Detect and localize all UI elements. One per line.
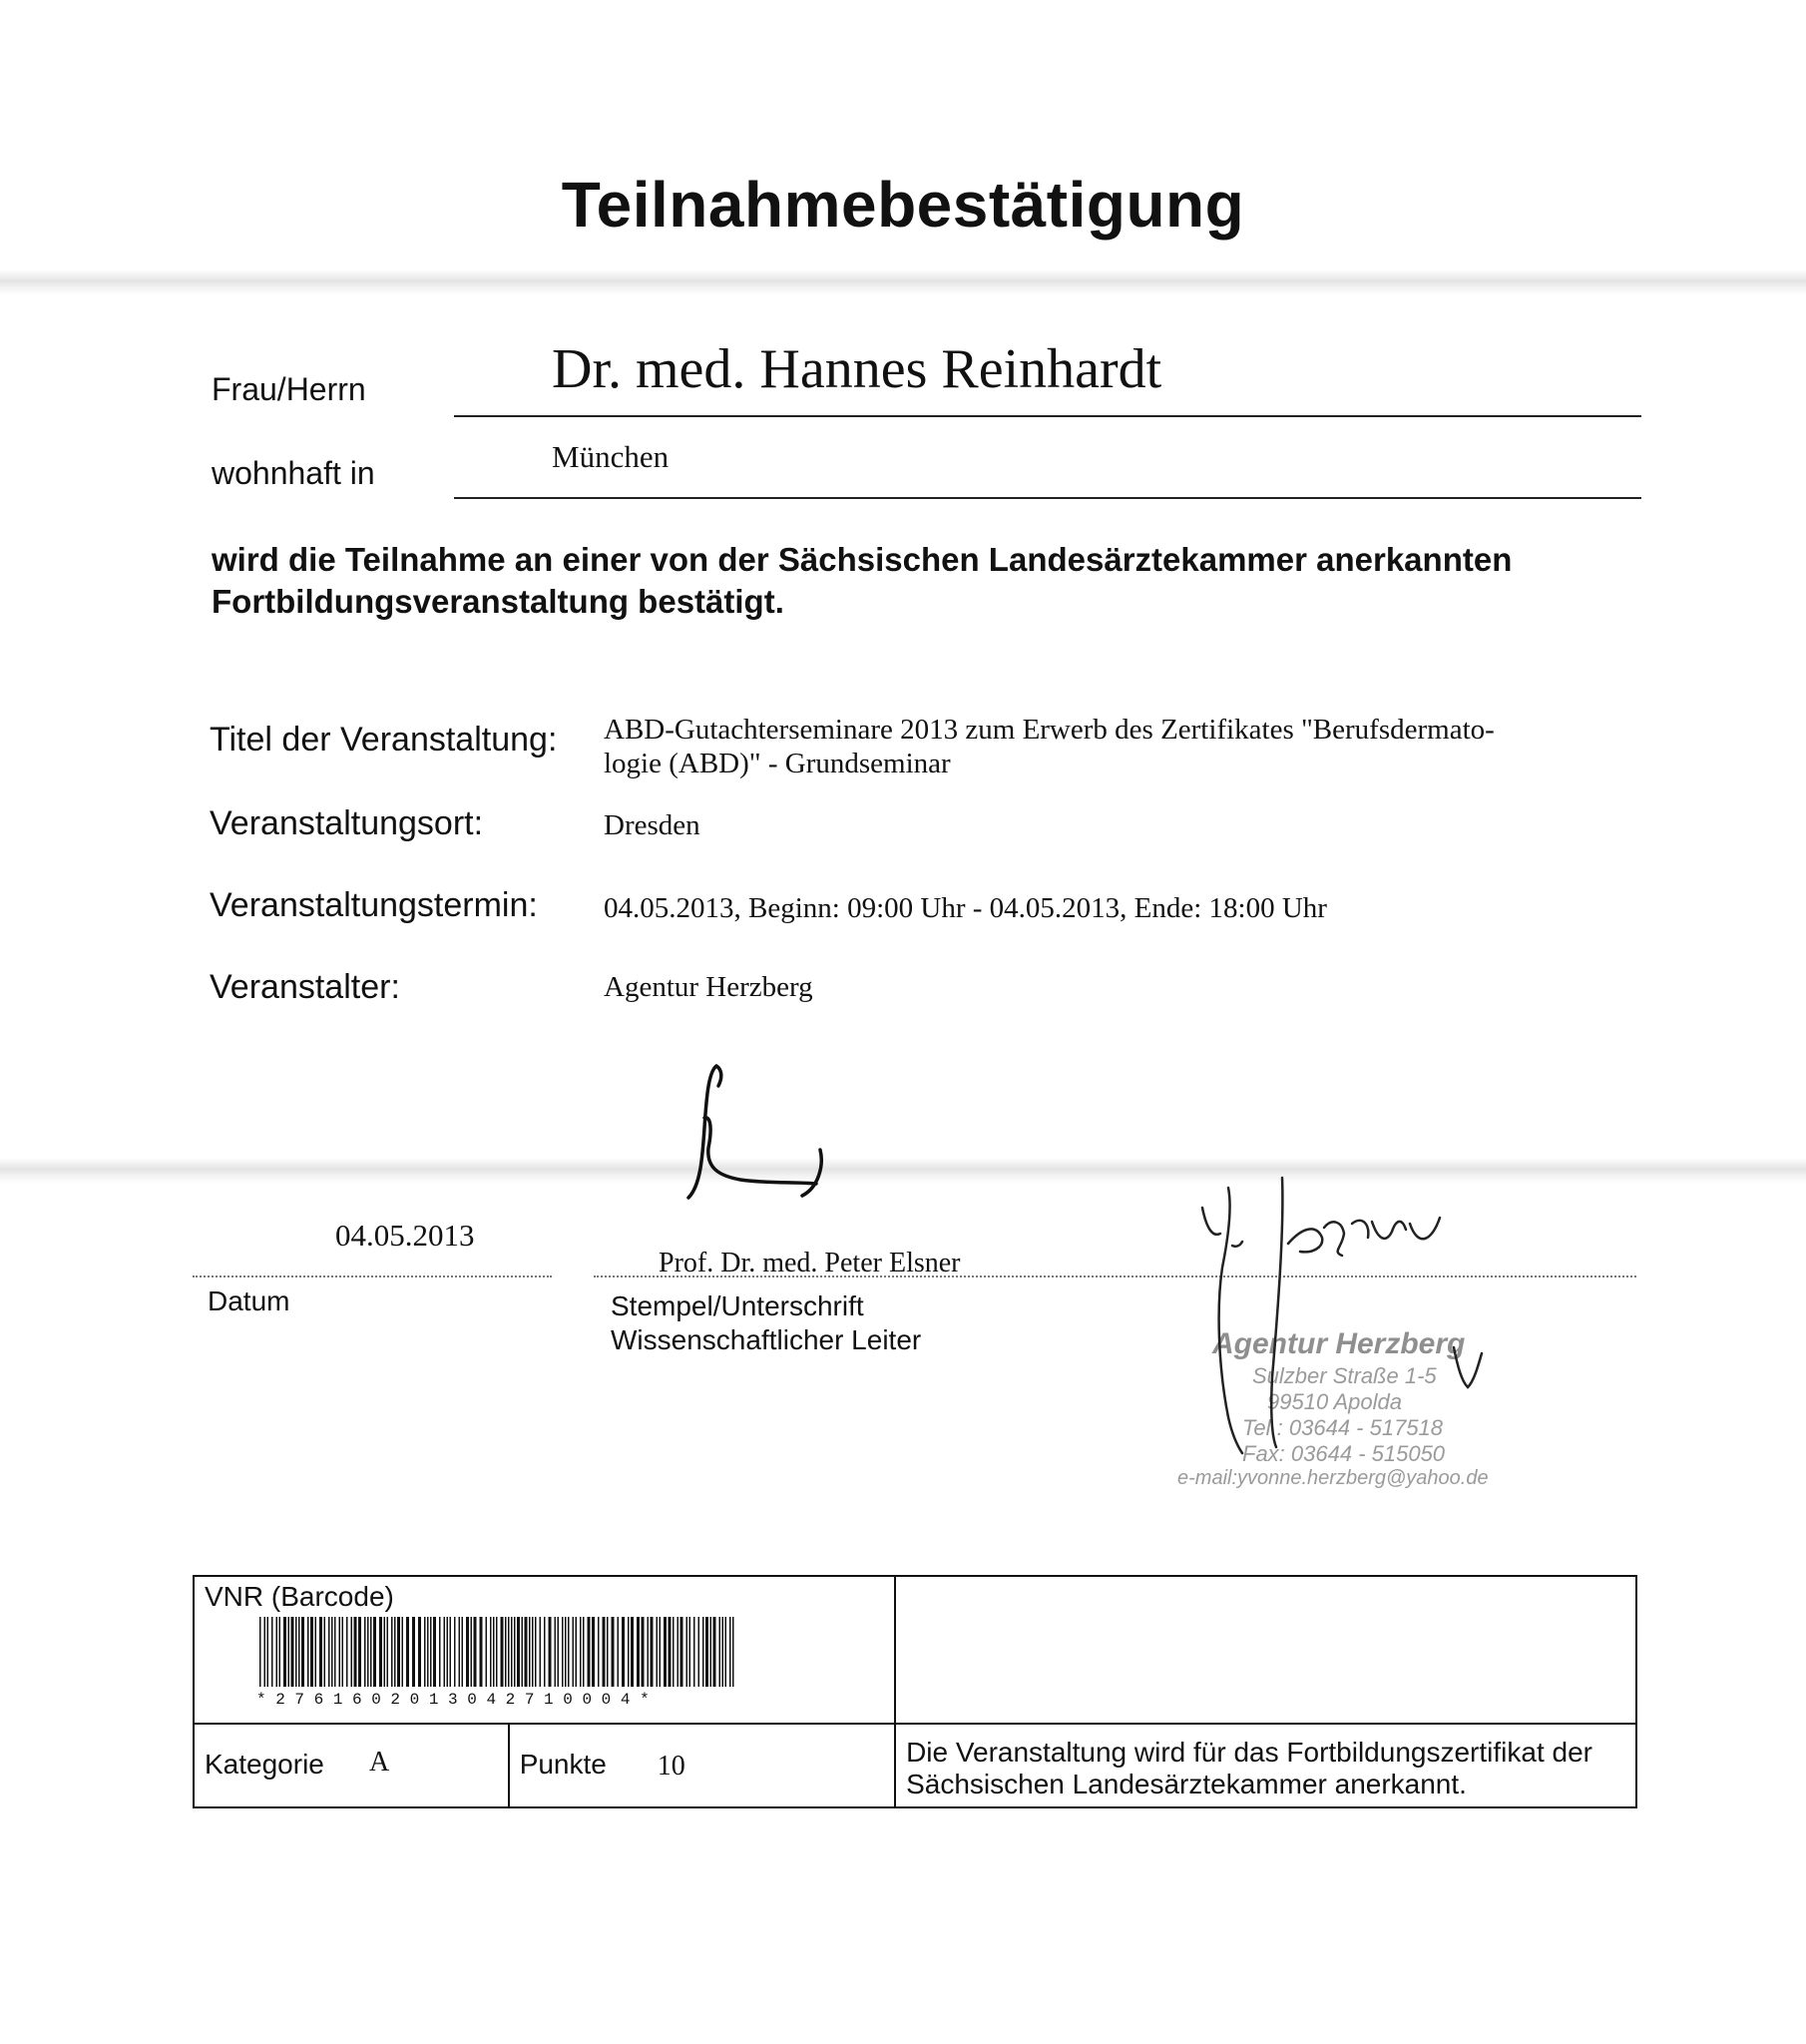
date-label: Datum (208, 1285, 290, 1316)
stamp-email: e-mail:yvonne.herzberg@yahoo.de (1177, 1467, 1489, 1489)
barcode-bar (508, 1617, 510, 1687)
residence-label: wohnhaft in (212, 455, 375, 491)
barcode-bar (339, 1617, 341, 1687)
barcode-bar (511, 1617, 513, 1687)
barcode-bar (603, 1617, 606, 1687)
residence-value: München (552, 439, 670, 474)
barcode-bar (693, 1617, 695, 1687)
event-organizer-label: Veranstalter: (210, 968, 400, 1006)
barcode-bar (549, 1617, 552, 1687)
barcode-bar (351, 1617, 353, 1687)
barcode-bar (427, 1617, 429, 1687)
stamp-signature-label (611, 1289, 921, 1357)
barcode-bar (651, 1617, 654, 1687)
barcode-bar (496, 1617, 498, 1687)
barcode-bar (279, 1617, 281, 1687)
barcode-bar (657, 1617, 659, 1687)
barcode-bar (406, 1617, 409, 1687)
barcode-bar (324, 1617, 326, 1687)
statement-line-1: wird die Teilnahme an einer von der Sächsischen Landesärztekammer anerkannten (212, 541, 1513, 578)
barcode-bar (367, 1617, 369, 1687)
barcode-bar (354, 1617, 357, 1687)
barcode-bar (379, 1617, 382, 1687)
barcode-bar (540, 1617, 542, 1687)
barcode-bar (529, 1617, 531, 1687)
barcode-bar (471, 1617, 473, 1687)
barcode-bar (315, 1617, 317, 1687)
barcode-bar (544, 1617, 546, 1687)
barcode-bar (288, 1617, 290, 1687)
barcode-bar (301, 1617, 304, 1687)
barcode-bar (418, 1617, 421, 1687)
vnr-barcode (259, 1617, 738, 1687)
barcode-bar (522, 1617, 524, 1687)
barcode-bar (576, 1617, 578, 1687)
barcode-bar (319, 1617, 322, 1687)
barcode-bar (267, 1617, 269, 1687)
stamp-signature-label-line-1: Stempel/Unterschrift (611, 1290, 864, 1321)
barcode-bar (680, 1617, 683, 1687)
recipient-label: Frau/Herrn (212, 371, 366, 407)
barcode-bar (295, 1617, 297, 1687)
barcode-bar (505, 1617, 507, 1687)
barcode-bar (276, 1617, 278, 1687)
barcode-bar (580, 1617, 582, 1687)
event-title-label: Titel der Veranstaltung: (210, 721, 558, 759)
barcode-bar (462, 1617, 464, 1687)
barcode-bar (358, 1617, 361, 1687)
barcode-bar (384, 1617, 386, 1687)
date-line (193, 1276, 552, 1278)
barcode-bar (331, 1617, 333, 1687)
barcode-bar (480, 1617, 483, 1687)
barcode-bar (517, 1617, 520, 1687)
barcode-bar (328, 1617, 330, 1687)
barcode-bar (677, 1617, 679, 1687)
confirmation-statement (212, 539, 1658, 623)
paper-fold-top (0, 269, 1806, 295)
barcode-bar (558, 1617, 560, 1687)
barcode-bar (433, 1617, 436, 1687)
issue-date-value: 04.05.2013 (335, 1218, 475, 1253)
points-label: Punkte (519, 1749, 607, 1780)
barcode-bar (565, 1617, 567, 1687)
event-title-line-2: logie (ABD)" - Grundseminar (604, 748, 951, 779)
barcode-bar (364, 1617, 366, 1687)
organizer-signature (1192, 1168, 1492, 1467)
barcode-bar (493, 1617, 495, 1687)
barcode-bar (592, 1617, 595, 1687)
stamp-phone: Tel.: 03644 - 517518 (1242, 1415, 1444, 1440)
barcode-bar (450, 1617, 452, 1687)
barcode-bar (412, 1617, 415, 1687)
residence-underline (454, 497, 1641, 499)
barcode-bar (342, 1617, 344, 1687)
stamp-fax: Fax: 03644 - 515050 (1242, 1441, 1446, 1466)
barcode-bar (307, 1617, 309, 1687)
barcode-bar (583, 1617, 585, 1687)
barcode-bar (732, 1617, 734, 1687)
signer-name: Prof. Dr. med. Peter Elsner (659, 1248, 961, 1278)
barcode-bar (334, 1617, 336, 1687)
barcode-bar (648, 1617, 650, 1687)
barcode-bar (346, 1617, 348, 1687)
barcode-bar (612, 1617, 615, 1687)
barcode-bar (642, 1617, 645, 1687)
recipient-name: Dr. med. Hannes Reinhardt (552, 338, 1162, 400)
barcode-bar (439, 1617, 441, 1687)
barcode-bar (713, 1617, 716, 1687)
event-date-value: 04.05.2013, Beginn: 09:00 Uhr - 04.05.2013, Ende: 18:00 Uhr (604, 892, 1327, 924)
barcode-bar (719, 1617, 721, 1687)
recognition-text (906, 1737, 1634, 1800)
category-label: Kategorie (205, 1749, 324, 1780)
barcode-bar (447, 1617, 449, 1687)
category-cell (194, 1724, 509, 1807)
barcode-bar (722, 1617, 724, 1687)
barcode-bar (373, 1617, 376, 1687)
barcode-bar (573, 1617, 575, 1687)
barcode-bar (264, 1617, 266, 1687)
barcode-bar (514, 1617, 516, 1687)
page-title: Teilnahmebestätigung (561, 169, 1245, 241)
barcode-bar (555, 1617, 557, 1687)
barcode-bar (424, 1617, 426, 1687)
barcode-text: * 2 7 6 1 6 0 2 0 1 3 0 4 2 7 1 0 0 0 4 * (256, 1691, 650, 1709)
barcode-bar (391, 1617, 393, 1687)
barcode-bar (562, 1617, 564, 1687)
barcode-bar (402, 1617, 404, 1687)
recipient-underline (454, 415, 1641, 417)
barcode-bar (394, 1617, 396, 1687)
stamp-street: Sulzber Straße 1-5 (1252, 1363, 1437, 1388)
paper-fold-middle (0, 1158, 1806, 1184)
barcode-bar (710, 1617, 712, 1687)
barcode-bar (729, 1617, 731, 1687)
barcode-bar (568, 1617, 570, 1687)
barcode-bar (310, 1617, 313, 1687)
stamp-company: Agentur Herzberg (1212, 1327, 1466, 1360)
empty-cell (895, 1576, 1636, 1724)
barcode-bar (283, 1617, 286, 1687)
barcode-bar (298, 1617, 300, 1687)
barcode-bar (466, 1617, 469, 1687)
event-title-value (604, 713, 1651, 780)
barcode-bar (588, 1617, 591, 1687)
barcode-bar (637, 1617, 640, 1687)
barcode-bar (474, 1617, 477, 1687)
event-date-label: Veranstaltungstermin: (210, 886, 538, 924)
barcode-bar (532, 1617, 534, 1687)
event-organizer-value: Agentur Herzberg (604, 971, 813, 1003)
barcode-bar (705, 1617, 708, 1687)
barcode-bar (622, 1617, 625, 1687)
barcode-bar (628, 1617, 630, 1687)
barcode-bar (669, 1617, 672, 1687)
event-location-value: Dresden (604, 809, 700, 841)
barcode-bar (444, 1617, 446, 1687)
barcode-bar (631, 1617, 634, 1687)
points-value: 10 (657, 1751, 685, 1782)
barcode-bar (430, 1617, 432, 1687)
stamp-signature-label-line-2: Wissenschaftlicher Leiter (611, 1324, 922, 1355)
barcode-bar (291, 1617, 294, 1687)
barcode-bar (725, 1617, 727, 1687)
barcode-bar (673, 1617, 675, 1687)
vnr-box (193, 1575, 1637, 1808)
barcode-bar (660, 1617, 662, 1687)
recognition-line-2: Sächsischen Landesärztekammer anerkannt. (906, 1769, 1467, 1799)
barcode-bar (698, 1617, 700, 1687)
vnr-label: VNR (Barcode) (205, 1581, 394, 1612)
barcode-bar (490, 1617, 492, 1687)
category-value: A (369, 1747, 390, 1778)
barcode-bar (501, 1617, 504, 1687)
leader-signature (678, 1058, 848, 1208)
barcode-bar (607, 1617, 609, 1687)
event-location-label: Veranstaltungsort: (210, 804, 484, 842)
barcode-bar (689, 1617, 691, 1687)
stamp-city: 99510 Apolda (1267, 1389, 1402, 1414)
barcode-bar (535, 1617, 537, 1687)
barcode-bar (387, 1617, 389, 1687)
statement-line-2: Fortbildungsveranstaltung bestätigt. (212, 583, 784, 620)
barcode-bar (397, 1617, 400, 1687)
points-cell (509, 1724, 895, 1807)
barcode-bar (259, 1617, 261, 1687)
barcode-bar (525, 1617, 528, 1687)
barcode-bar (486, 1617, 488, 1687)
barcode-bar (598, 1617, 600, 1687)
recognition-cell (895, 1724, 1636, 1807)
barcode-bar (702, 1617, 704, 1687)
recognition-line-1: Die Veranstaltung wird für das Fortbildungszertifikat der (906, 1737, 1592, 1768)
barcode-bar (618, 1617, 620, 1687)
barcode-bar (459, 1617, 461, 1687)
vnr-cell (194, 1576, 895, 1724)
barcode-bar (454, 1617, 456, 1687)
barcode-bar (271, 1617, 273, 1687)
barcode-bar (370, 1617, 372, 1687)
barcode-bar (686, 1617, 688, 1687)
barcode-bar (664, 1617, 667, 1687)
event-title-line-1: ABD-Gutachterseminare 2013 zum Erwerb des Zertifikates "Berufsdermato- (604, 714, 1495, 746)
